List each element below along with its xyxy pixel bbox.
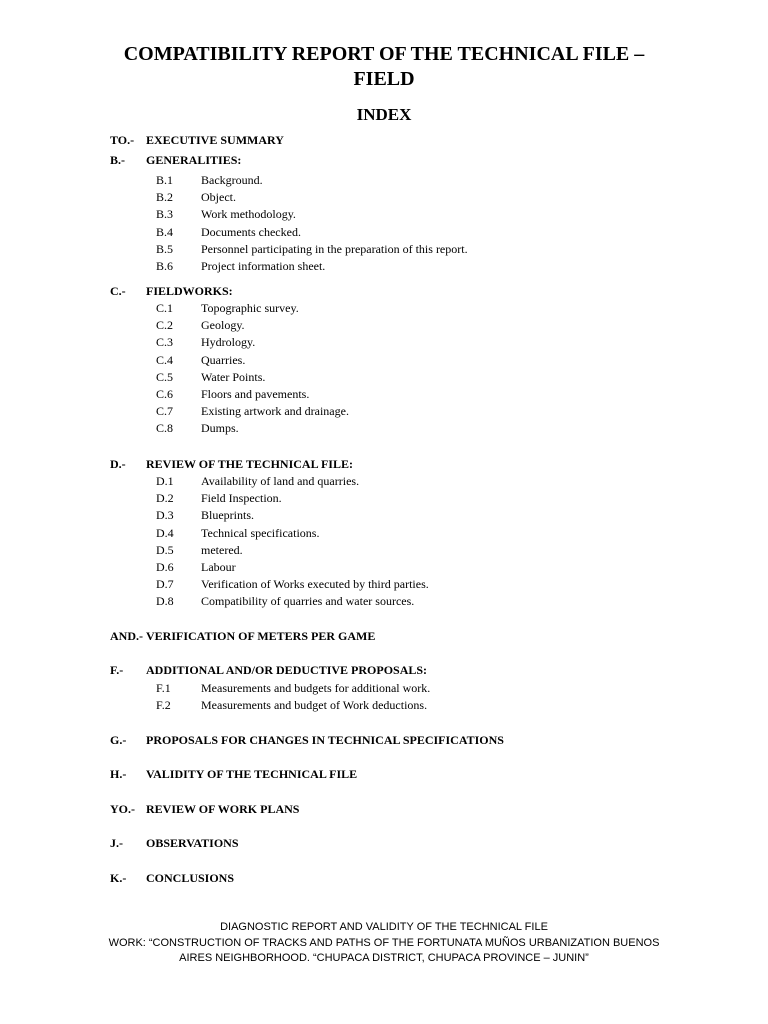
toc-item-number: D.8 xyxy=(156,594,174,609)
toc-item-text: Blueprints. xyxy=(201,508,254,523)
toc-item-text: Existing artwork and drainage. xyxy=(201,404,349,419)
footer-line-2: WORK: “CONSTRUCTION OF TRACKS AND PATHS OF THE FORTUNATA MUÑOS URBANIZATION BUENOS xyxy=(108,936,660,949)
section-letter: K.- xyxy=(110,871,127,885)
toc-item-text: Geology. xyxy=(201,318,245,333)
toc-item-number: C.6 xyxy=(156,387,174,401)
toc-item-number: C.3 xyxy=(156,335,174,350)
toc-item-number: D.3 xyxy=(156,508,174,523)
toc-item-number: D.6 xyxy=(156,560,174,574)
toc-item-text: Background. xyxy=(201,173,263,187)
toc-item-text: Personnel participating in the preparation of this report. xyxy=(201,241,468,256)
toc-item-text: Technical specifications. xyxy=(201,525,320,540)
section-letter: AND.- xyxy=(110,629,143,643)
section-letter: YO.- xyxy=(110,802,135,816)
toc-item-text: Availability of land and quarries. xyxy=(201,474,360,488)
toc-item-text: Dumps. xyxy=(201,421,239,436)
toc-item-number: F.1 xyxy=(156,681,171,695)
toc-item-number: D.2 xyxy=(156,491,174,506)
section-title: EXECUTIVE SUMMARY xyxy=(146,133,284,147)
toc-item-number: B.5 xyxy=(156,241,174,256)
toc-item-text: Quarries. xyxy=(201,352,246,367)
toc-item-number: D.5 xyxy=(156,542,174,557)
toc-item-number: F.2 xyxy=(156,698,171,713)
toc-item-text: Object. xyxy=(201,190,236,205)
section-title: FIELDWORKS: xyxy=(146,284,233,298)
toc-item-text: Verification of Works executed by third parties. xyxy=(201,577,429,592)
section-letter: H.- xyxy=(110,767,127,781)
section-title: REVIEW OF THE TECHNICAL FILE: xyxy=(146,457,353,471)
section-title: REVIEW OF WORK PLANS xyxy=(146,802,300,816)
toc-item-number: D.7 xyxy=(156,577,174,592)
section-title: PROPOSALS FOR CHANGES IN TECHNICAL SPECIFICATIONS xyxy=(146,733,504,747)
section-letter: F.- xyxy=(110,663,124,677)
toc-item-text: metered. xyxy=(201,542,243,557)
toc-item-number: D.1 xyxy=(156,474,174,488)
toc-item-number: C.1 xyxy=(156,301,174,315)
section-title: VERIFICATION OF METERS PER GAME xyxy=(146,629,376,643)
section-title: VALIDITY OF THE TECHNICAL FILE xyxy=(146,767,358,781)
index-heading: INDEX xyxy=(356,105,412,124)
toc-item-text: Work methodology. xyxy=(201,207,296,222)
toc-item-text: Project information sheet. xyxy=(201,259,326,273)
toc-item-text: Documents checked. xyxy=(201,224,301,239)
section-letter: B.- xyxy=(110,153,125,167)
toc-item-number: C.7 xyxy=(156,404,174,419)
section-letter: C.- xyxy=(110,284,126,298)
toc-item-number: C.2 xyxy=(156,318,174,333)
toc-item-number: B.4 xyxy=(156,224,174,239)
section-letter: D.- xyxy=(110,457,126,471)
section-letter: J.- xyxy=(110,836,123,850)
document-title-line-1: COMPATIBILITY REPORT OF THE TECHNICAL FILE – xyxy=(123,43,645,65)
section-title: GENERALITIES: xyxy=(146,153,242,167)
footer-line-1: DIAGNOSTIC REPORT AND VALIDITY OF THE TECHNICAL FILE xyxy=(220,921,548,933)
toc-item-number: C.5 xyxy=(156,369,174,384)
document-title-line-2: FIELD xyxy=(353,68,415,90)
toc-item-text: Hydrology. xyxy=(201,335,256,350)
toc-item-text: Labour xyxy=(201,560,236,574)
section-letter: G.- xyxy=(110,733,127,747)
toc-item-number: C.8 xyxy=(156,421,174,436)
toc-item-text: Measurements and budget of Work deductions. xyxy=(201,698,428,713)
toc-item-number: B.2 xyxy=(156,190,174,205)
toc-item-text: Floors and pavements. xyxy=(201,387,310,401)
toc-item-text: Field Inspection. xyxy=(201,491,282,506)
toc-item-number: B.3 xyxy=(156,207,174,222)
toc-item-number: B.1 xyxy=(156,173,174,187)
section-letter: TO.- xyxy=(110,133,135,147)
toc-item-number: C.4 xyxy=(156,352,174,367)
toc-item-text: Measurements and budgets for additional work. xyxy=(201,681,431,695)
section-title: CONCLUSIONS xyxy=(146,871,235,885)
footer-line-3: AIRES NEIGHBORHOOD. “CHUPACA DISTRICT, CHUPACA PROVINCE – JUNIN” xyxy=(179,952,589,964)
toc-item-text: Water Points. xyxy=(201,369,266,384)
toc-item-text: Compatibility of quarries and water sources. xyxy=(201,594,415,609)
section-title: ADDITIONAL AND/OR DEDUCTIVE PROPOSALS: xyxy=(146,663,428,677)
toc-item-number: B.6 xyxy=(156,259,174,273)
toc-item-text: Topographic survey. xyxy=(201,301,299,315)
toc-item-number: D.4 xyxy=(156,525,174,540)
page-footer xyxy=(0,920,768,967)
section-title: OBSERVATIONS xyxy=(146,836,239,850)
